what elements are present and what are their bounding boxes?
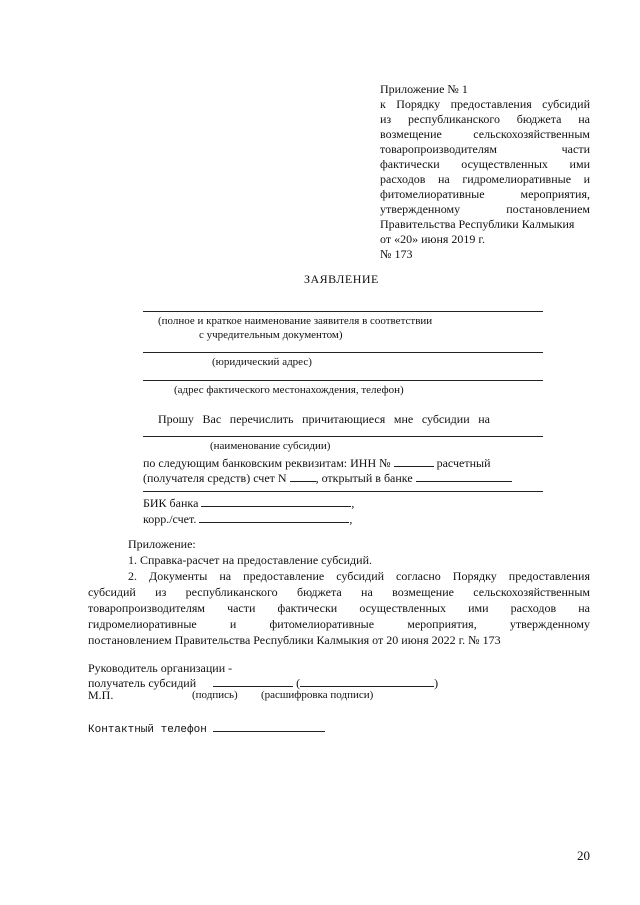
request-text: Прошу Вас перечислить причитающиеся мне субсидии на [158,412,490,426]
document-title: ЗАЯВЛЕНИЕ [304,272,379,286]
appendix-line: товаропроизводителям части [380,142,590,156]
actual-address-line [143,380,543,381]
bank-details-text: расчетный [436,456,491,470]
attachment-item-2-cont: постановлением Правительства Республики Калмыкия от 20 июня 2022 г. № 173 [88,633,501,647]
bank-name-field[interactable] [416,470,512,482]
account-text: , открытый в банке [315,471,413,485]
corr-account-label: корр./счет. [143,512,197,526]
signatory-title-2: получатель субсидий [88,676,197,690]
attachment-item-2: 2. Документы на предоставление субсидий согласно Порядку предоставления [128,569,590,583]
signature-caption: (подпись) [192,689,238,701]
corr-account-field[interactable] [199,511,349,523]
account-number-field[interactable] [290,470,316,482]
signature-field[interactable] [213,675,293,687]
signature-decoding-field[interactable] [300,675,434,687]
subsidy-name-line [143,436,543,437]
account-line [143,470,512,486]
bik-line [143,495,354,511]
appendix-line: фактически осуществленных ими [380,157,590,171]
signatory-title: Руководитель организации - [88,661,233,675]
bik-label: БИК банка [143,496,199,510]
appendix-line: из республиканского бюджета на [380,112,590,126]
appendix-line: возмещение сельскохозяйственным [380,127,590,141]
appendix-line: от «20» июня 2019 г. [380,232,485,246]
paren: ) [434,676,439,690]
appendix-line: утвержденному постановлением [380,202,590,216]
applicant-name-caption: с учредительным документом) [199,329,343,341]
applicant-name-line [143,311,543,312]
bik-field[interactable] [201,495,351,507]
appendix-line: расходов на гидромелиоративные и [380,172,590,186]
bank-details-text: по следующим банковским реквизитам: ИНН № [143,456,391,470]
attachment-item-1: 1. Справка-расчет на предоставление субсидий. [128,553,372,567]
appendix-line: № 173 [380,247,413,261]
paren: ( [296,676,301,690]
signature-decoding-caption: (расшифровка подписи) [261,689,374,701]
attachment-item-2-cont: субсидий из республиканского бюджета на возмещение сельскохозяйственным [88,585,590,599]
corr-account-line [143,511,352,527]
bank-details-line [143,455,491,471]
appendix-line: Правительства Республики Калмыкия [380,217,575,231]
stamp-label: М.П. [88,688,114,702]
account-text: (получателя средств) счет N [143,471,290,485]
attachment-item-2-cont: товаропроизводителям части фактически осуществленных ими расходов на [88,601,590,615]
inn-field[interactable] [394,455,434,467]
attachments-heading: Приложение: [128,537,196,551]
actual-address-caption: (адрес фактического местонахождения, телефон) [174,384,404,396]
page-number: 20 [577,848,590,863]
attachment-item-2-cont: гидромелиоративные и фитомелиоративные мероприятия, утвержденному [88,617,590,631]
contact-phone-label: Контактный телефон [88,724,207,736]
legal-address-line [143,352,543,353]
appendix-line: фитомелиоративные мероприятия, [380,187,590,201]
comma: , [349,512,353,526]
contact-phone-line [88,720,325,736]
applicant-name-caption: (полное и краткое наименование заявителя в соответствии [158,315,433,327]
legal-address-caption: (юридический адрес) [212,356,312,368]
appendix-title: Приложение № 1 [380,82,468,96]
contact-phone-field[interactable] [213,720,325,732]
bank-continuation-line [143,491,543,492]
appendix-line: к Порядку предоставления субсидий [380,97,590,111]
comma: , [351,496,355,510]
subsidy-name-caption: (наименование субсидии) [210,440,331,452]
